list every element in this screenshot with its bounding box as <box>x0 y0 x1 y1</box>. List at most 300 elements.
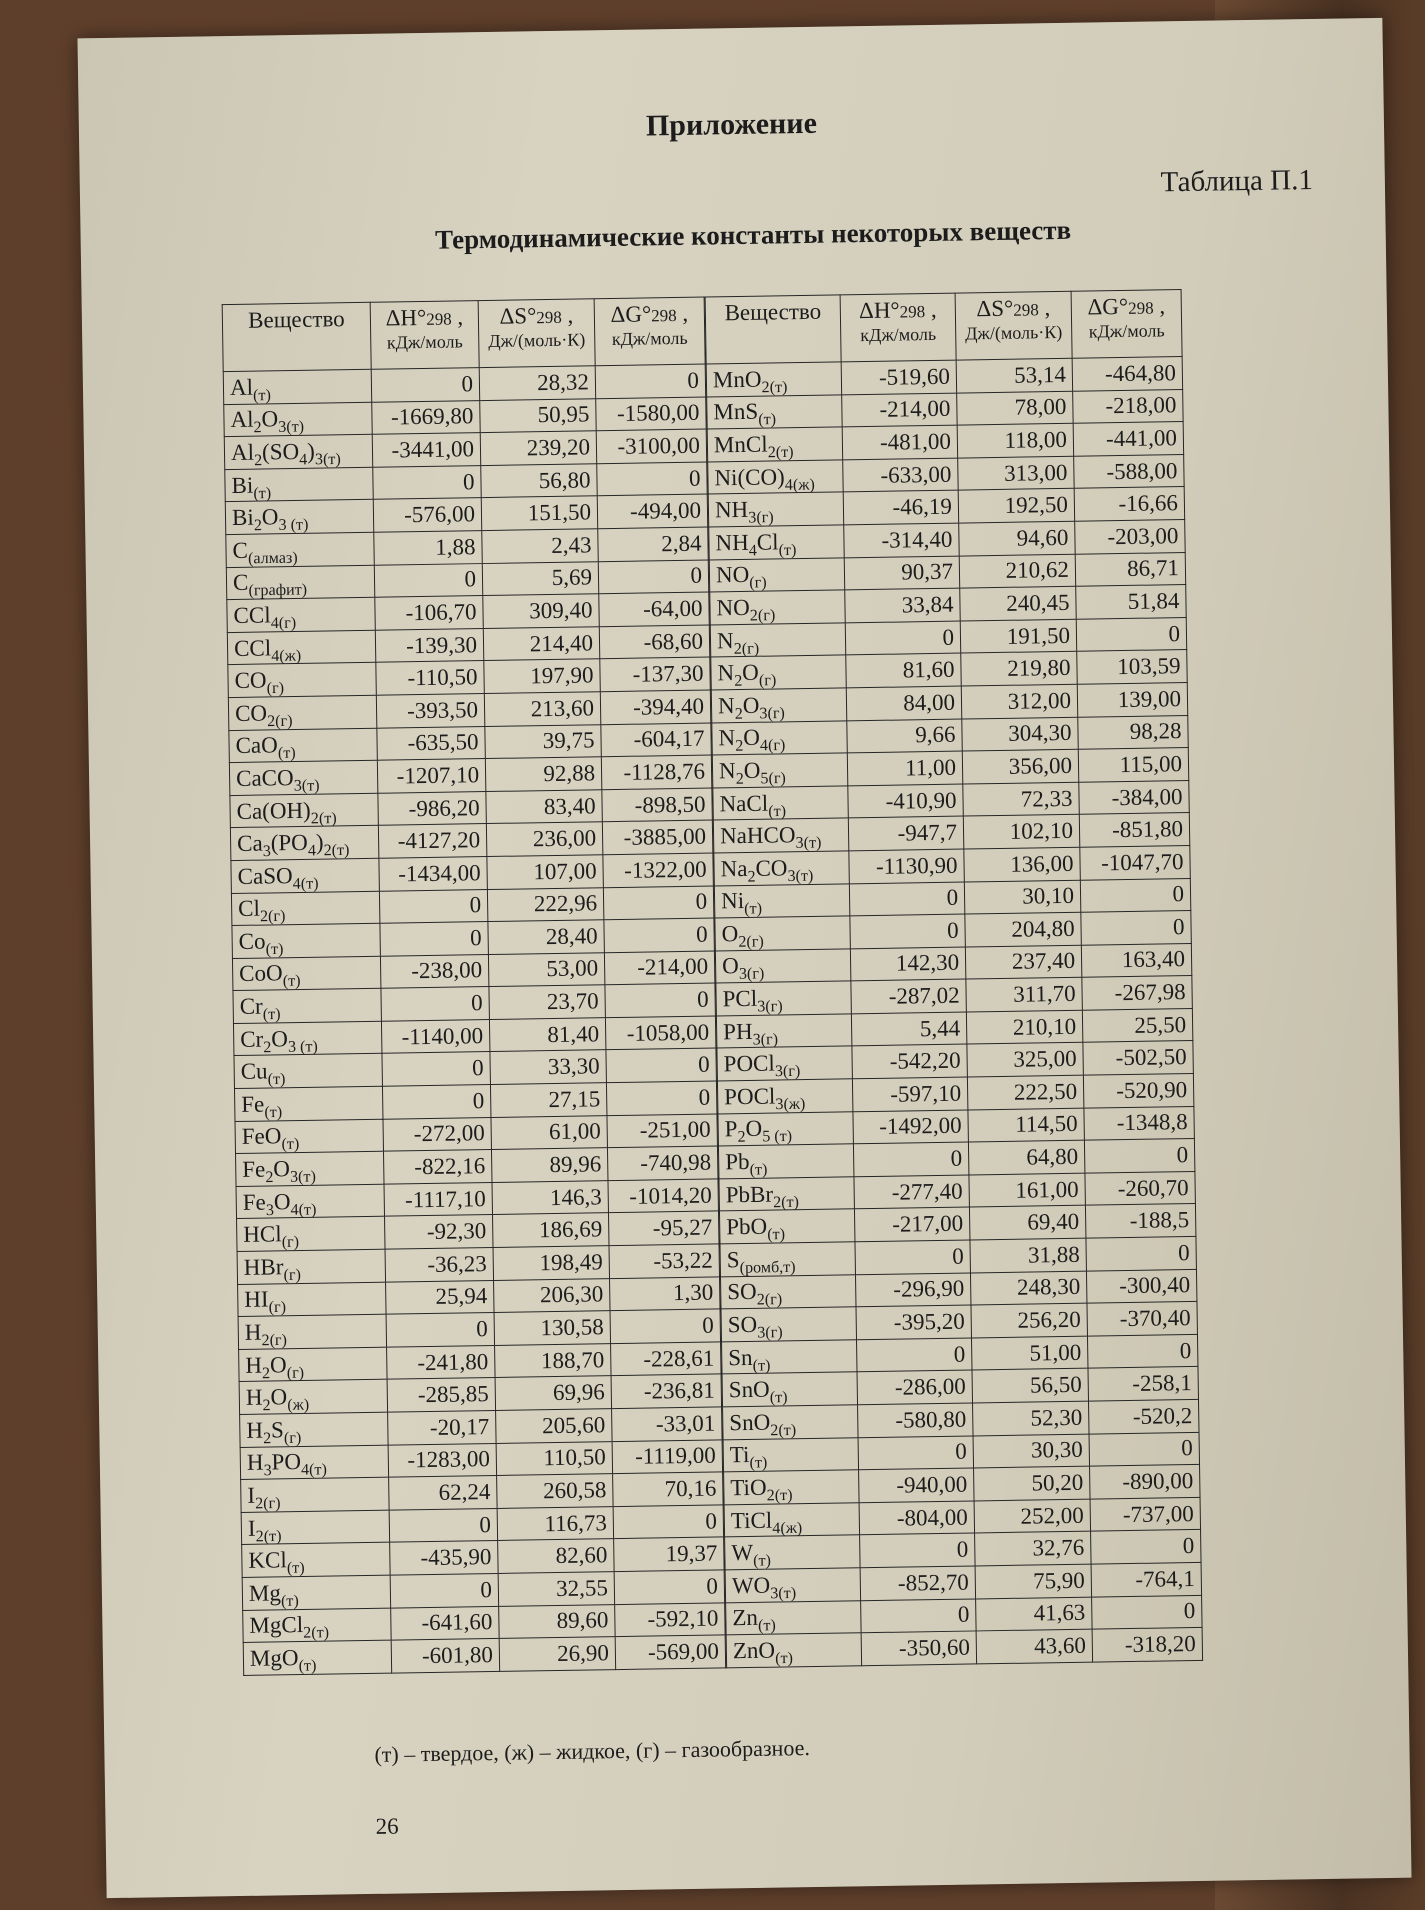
substance-cell: $Cu_{(т)}$ <box>234 1054 382 1089</box>
gibbs-cell: 70,16 <box>613 1472 723 1506</box>
entropy-cell: 205,60 <box>496 1409 612 1443</box>
enthalpy-cell: -395,20 <box>856 1305 971 1339</box>
substance-cell: POCl$_{3(ж)}$ <box>717 1079 852 1114</box>
enthalpy-cell: -314,40 <box>844 523 959 557</box>
entropy-cell: 260,58 <box>497 1474 613 1508</box>
gibbs-cell: 51,84 <box>1076 585 1186 619</box>
entropy-cell: 309,40 <box>483 594 599 628</box>
substance-cell: $Cr_2O_{3 (т)}$ <box>233 1021 381 1056</box>
substance-cell: MgCl$_{2(т)}$ <box>243 1608 391 1643</box>
gibbs-cell: -267,98 <box>1082 976 1192 1010</box>
entropy-cell: 237,40 <box>965 945 1081 979</box>
gibbs-cell: -502,50 <box>1083 1041 1193 1075</box>
enthalpy-cell: -947,7 <box>848 816 963 850</box>
gibbs-cell: -851,80 <box>1079 813 1189 847</box>
gibbs-cell: 0 <box>1081 911 1191 945</box>
entropy-cell: 61,00 <box>491 1115 607 1149</box>
substance-cell: $C_{(графит)}$ <box>226 565 374 600</box>
substance-cell: $Fe_{(т)}$ <box>234 1086 382 1121</box>
enthalpy-cell: -481,00 <box>842 425 957 459</box>
substance-cell: $Fe_3O_{4(т)}$ <box>236 1184 384 1219</box>
entropy-cell: 64,80 <box>968 1140 1084 1174</box>
substance-cell: $N_2O_{4(г)}$ <box>712 720 847 755</box>
enthalpy-cell: 0 <box>379 889 487 923</box>
entropy-cell: 107,00 <box>487 855 603 889</box>
entropy-cell: 304,30 <box>962 717 1078 751</box>
enthalpy-cell: -287,02 <box>851 979 966 1013</box>
enthalpy-cell: -804,00 <box>859 1501 974 1535</box>
gibbs-cell: 0 <box>1076 617 1186 651</box>
gibbs-cell: -592,10 <box>615 1602 725 1636</box>
enthalpy-cell: 0 <box>381 987 489 1021</box>
gibbs-cell: 0 <box>1080 878 1190 912</box>
enthalpy-cell: -393,50 <box>376 693 484 727</box>
gibbs-cell: -236,81 <box>611 1374 721 1408</box>
gibbs-cell: -1047,70 <box>1080 845 1190 879</box>
substance-cell: MnCl$_{2(т)}$ <box>707 427 842 462</box>
entropy-cell: 78,00 <box>957 391 1073 425</box>
entropy-cell: 311,70 <box>966 977 1082 1011</box>
enthalpy-cell: 0 <box>853 1142 968 1176</box>
gibbs-cell: -214,00 <box>604 951 714 985</box>
substance-cell: CaO$_{(т)}$ <box>229 728 377 763</box>
enthalpy-cell: -1492,00 <box>853 1110 968 1144</box>
header-enthalpy: ΔH°298 , кДж/моль <box>840 293 956 362</box>
enthalpy-cell: -635,50 <box>377 726 485 760</box>
enthalpy-cell: -286,00 <box>857 1370 972 1404</box>
gibbs-cell: 0 <box>1089 1432 1199 1466</box>
enthalpy-cell: -296,90 <box>855 1273 970 1307</box>
gibbs-cell: -1322,00 <box>603 853 713 887</box>
enthalpy-cell: -20,17 <box>388 1410 496 1444</box>
gibbs-cell: -218,00 <box>1073 389 1183 423</box>
enthalpy-cell: 0 <box>850 914 965 948</box>
enthalpy-cell: -986,20 <box>378 791 486 825</box>
substance-cell: CCl$_{4(ж)}$ <box>227 630 375 665</box>
enthalpy-cell: 33,84 <box>845 588 960 622</box>
entropy-cell: 325,00 <box>967 1043 1083 1077</box>
gibbs-cell: -3100,00 <box>596 429 706 463</box>
substance-cell: $W_{(т)}$ <box>725 1535 860 1570</box>
substance-cell: $Pb_{(т)}$ <box>718 1144 853 1179</box>
entropy-cell: 28,40 <box>488 920 604 954</box>
entropy-cell: 41,63 <box>976 1597 1092 1631</box>
gibbs-cell: -16,66 <box>1074 487 1184 521</box>
substance-cell: FeO$_{(т)}$ <box>235 1119 383 1154</box>
entropy-cell: 30,10 <box>964 880 1080 914</box>
gibbs-cell: 0 <box>1086 1236 1196 1270</box>
entropy-cell: 213,60 <box>484 692 600 726</box>
substance-cell: PbO$_{(т)}$ <box>719 1209 854 1244</box>
entropy-cell: 23,70 <box>489 985 605 1019</box>
enthalpy-cell: -435,90 <box>390 1541 498 1575</box>
enthalpy-cell: -36,23 <box>385 1248 493 1282</box>
entropy-cell: 236,00 <box>486 822 602 856</box>
gibbs-cell: -569,00 <box>615 1635 725 1669</box>
enthalpy-cell: -285,85 <box>387 1378 495 1412</box>
enthalpy-cell: -1207,10 <box>377 759 485 793</box>
substance-cell: $NO_{(г)}$ <box>709 557 844 592</box>
entropy-cell: 130,58 <box>494 1311 610 1345</box>
substance-cell: POCl$_{3(г)}$ <box>717 1046 852 1081</box>
entropy-cell: 146,3 <box>492 1181 608 1215</box>
entropy-cell: 27,15 <box>490 1083 606 1117</box>
entropy-cell: 33,30 <box>490 1050 606 1084</box>
header-entropy: ΔS°298 , Дж/(моль·К) <box>478 299 595 368</box>
substance-cell: $Fe_2O_{3(т)}$ <box>236 1151 384 1186</box>
enthalpy-cell: 0 <box>849 882 964 916</box>
enthalpy-cell: -350,60 <box>861 1631 976 1665</box>
enthalpy-cell: -277,40 <box>854 1175 969 1209</box>
entropy-cell: 151,50 <box>481 496 597 530</box>
substance-cell: $SO_{3(г)}$ <box>721 1307 856 1342</box>
substance-cell: $H_2S_{(г)}$ <box>240 1412 388 1447</box>
gibbs-cell: -188,5 <box>1085 1204 1195 1238</box>
enthalpy-cell: -1434,00 <box>379 856 487 890</box>
gibbs-cell: -1580,00 <box>596 397 706 431</box>
gibbs-cell: -228,61 <box>611 1342 721 1376</box>
enthalpy-cell: -110,50 <box>376 661 484 695</box>
header-substance: Вещество <box>705 295 841 364</box>
substance-cell: $Ca(OH)_{2(т)}$ <box>230 793 378 828</box>
substance-cell: $Mg_{(т)}$ <box>242 1575 390 1610</box>
table-number: Таблица П.1 <box>1160 163 1314 199</box>
entropy-cell: 30,30 <box>973 1434 1089 1468</box>
entropy-cell: 69,40 <box>969 1206 1085 1240</box>
entropy-cell: 50,20 <box>974 1466 1090 1500</box>
gibbs-cell: -370,40 <box>1087 1302 1197 1336</box>
enthalpy-cell: -597,10 <box>852 1077 967 1111</box>
gibbs-cell: -764,1 <box>1091 1562 1201 1596</box>
table-title: Термодинамические константы некоторых веществ <box>434 214 1072 255</box>
gibbs-cell: 1,30 <box>610 1277 720 1311</box>
enthalpy-cell: -641,60 <box>391 1606 499 1640</box>
entropy-cell: 114,50 <box>968 1108 1084 1142</box>
substance-cell: $H_2O_{(г)}$ <box>239 1347 387 1382</box>
enthalpy-cell: 0 <box>374 563 482 597</box>
gibbs-cell: -3885,00 <box>602 820 712 854</box>
enthalpy-cell: -139,30 <box>375 628 483 662</box>
substance-cell: SnO$_{(т)}$ <box>722 1372 857 1407</box>
entropy-cell: 53,00 <box>488 952 604 986</box>
gibbs-cell: 86,71 <box>1075 552 1185 586</box>
substance-cell: MnS$_{(т)}$ <box>707 394 842 429</box>
gibbs-cell: -1128,76 <box>601 755 711 789</box>
enthalpy-cell: 0 <box>857 1338 972 1372</box>
substance-cell: $CO_{2(г)}$ <box>228 695 376 730</box>
enthalpy-cell: -3441,00 <box>372 433 480 467</box>
substance-cell: $NO_{2(г)}$ <box>710 590 845 625</box>
substance-cell: $Ca_3(PO_4)_{2(т)}$ <box>230 826 378 861</box>
gibbs-cell: -1058,00 <box>605 1016 715 1050</box>
substance-cell: $I_{2(т)}$ <box>241 1510 389 1545</box>
substance-cell: CoO$_{(т)}$ <box>232 956 380 991</box>
entropy-cell: 28,32 <box>479 366 595 400</box>
footnote: (т) – твердое, (ж) – жидкое, (г) – газообразное. <box>374 1735 811 1767</box>
entropy-cell: 83,40 <box>486 789 602 823</box>
substance-cell: $Zn_{(т)}$ <box>726 1600 861 1635</box>
header-entropy: ΔS°298 , Дж/(моль·К) <box>955 291 1072 360</box>
gibbs-cell: 0 <box>1091 1530 1201 1564</box>
enthalpy-cell: -106,70 <box>375 596 483 630</box>
enthalpy-cell: -272,00 <box>383 1117 491 1151</box>
gibbs-cell: 0 <box>610 1309 720 1343</box>
gibbs-cell: -53,22 <box>609 1244 719 1278</box>
entropy-cell: 89,60 <box>499 1604 615 1638</box>
entropy-cell: 222,50 <box>967 1075 1083 1109</box>
substance-cell: $N_{2(г)}$ <box>710 623 845 658</box>
gibbs-cell: 103,59 <box>1077 650 1187 684</box>
entropy-cell: 214,40 <box>483 626 599 660</box>
gibbs-cell: -137,30 <box>600 657 710 691</box>
enthalpy-cell: -410,90 <box>848 784 963 818</box>
entropy-cell: 43,60 <box>976 1629 1092 1663</box>
substance-cell: $WO_{3(т)}$ <box>725 1568 860 1603</box>
gibbs-cell: 0 <box>606 1048 716 1082</box>
substance-cell: $CO_{(г)}$ <box>228 663 376 698</box>
gibbs-cell: 163,40 <box>1081 943 1191 977</box>
substance-cell: $Cl_{2(г)}$ <box>231 891 379 926</box>
entropy-cell: 56,80 <box>481 464 597 498</box>
enthalpy-cell: -576,00 <box>373 498 481 532</box>
entropy-cell: 31,88 <box>970 1238 1086 1272</box>
enthalpy-cell: -238,00 <box>380 954 488 988</box>
substance-cell: $H_2O_{(ж)}$ <box>239 1380 387 1415</box>
gibbs-cell: -1119,00 <box>612 1440 722 1474</box>
entropy-cell: 239,20 <box>480 431 596 465</box>
entropy-cell: 52,30 <box>973 1401 1089 1435</box>
substance-cell: HCl$_{(г)}$ <box>237 1217 385 1252</box>
substance-cell: $P_2O_{5 (т)}$ <box>718 1111 853 1146</box>
substance-cell: $NH_{3(г)}$ <box>708 492 843 527</box>
entropy-cell: 186,69 <box>493 1213 609 1247</box>
gibbs-cell: 0 <box>606 1081 716 1115</box>
substance-cell: TiO$_{2(т)}$ <box>724 1470 859 1505</box>
gibbs-cell: -318,20 <box>1092 1628 1202 1662</box>
substance-cell: CaCO$_{3(т)}$ <box>229 760 377 795</box>
header-gibbs: ΔG°298 , кДж/моль <box>594 297 705 366</box>
entropy-cell: 240,45 <box>960 586 1076 620</box>
substance-cell: $Al_2(SO_4)_{3(т)}$ <box>224 434 372 469</box>
table-header-row <box>222 297 705 372</box>
gibbs-cell: -64,00 <box>599 592 709 626</box>
substance-cell: $Ni_{(т)}$ <box>714 883 849 918</box>
substance-cell: $H_3PO_{4(т)}$ <box>240 1445 388 1480</box>
header-enthalpy: ΔH°298 , кДж/моль <box>370 301 479 370</box>
entropy-cell: 81,40 <box>489 1018 605 1052</box>
document-page <box>77 18 1411 1898</box>
substance-cell: CaSO$_{4(т)}$ <box>231 858 379 893</box>
entropy-cell: 210,62 <box>959 554 1075 588</box>
gibbs-cell: -33,01 <box>612 1407 722 1441</box>
gibbs-cell: -1348,8 <box>1084 1106 1194 1140</box>
substance-cell: MnO$_{2(т)}$ <box>706 362 841 397</box>
enthalpy-cell: -940,00 <box>859 1468 974 1502</box>
table-body-right <box>706 357 1202 1668</box>
substance-cell: $S_{(ромб,т)}$ <box>720 1242 855 1277</box>
enthalpy-cell: 9,66 <box>847 719 962 753</box>
gibbs-cell: -494,00 <box>597 494 707 528</box>
entropy-cell: 39,75 <box>485 724 601 758</box>
gibbs-cell: -520,2 <box>1089 1399 1199 1433</box>
gibbs-cell: -95,27 <box>608 1211 718 1245</box>
entropy-cell: 72,33 <box>963 782 1079 816</box>
enthalpy-cell: -580,80 <box>858 1403 973 1437</box>
enthalpy-cell: -542,20 <box>852 1044 967 1078</box>
enthalpy-cell: -1283,00 <box>388 1443 496 1477</box>
gibbs-cell: -260,70 <box>1085 1171 1195 1205</box>
gibbs-cell: -441,00 <box>1073 422 1183 456</box>
enthalpy-cell: 0 <box>860 1533 975 1567</box>
gibbs-cell: -203,00 <box>1075 520 1185 554</box>
substance-cell: $Na_2CO_{3(т)}$ <box>714 851 849 886</box>
gibbs-cell: 0 <box>598 560 708 594</box>
entropy-cell: 82,60 <box>498 1539 614 1573</box>
entropy-cell: 53,14 <box>956 358 1072 392</box>
substance-cell: $Cr_{(т)}$ <box>233 988 381 1023</box>
entropy-cell: 210,10 <box>966 1010 1082 1044</box>
gibbs-cell: 139,00 <box>1077 682 1187 716</box>
entropy-cell: 256,20 <box>971 1303 1087 1337</box>
entropy-cell: 32,76 <box>975 1532 1091 1566</box>
gibbs-cell: 115,00 <box>1078 748 1188 782</box>
enthalpy-cell: 0 <box>389 1508 497 1542</box>
gibbs-cell: 2,84 <box>598 527 708 561</box>
enthalpy-cell: 0 <box>373 465 481 499</box>
table-row <box>726 1628 1202 1668</box>
gibbs-cell: 0 <box>1087 1334 1197 1368</box>
substance-cell: $Co_{(т)}$ <box>232 923 380 958</box>
substance-cell: $N_2O_{5(г)}$ <box>712 753 847 788</box>
enthalpy-cell: -92,30 <box>385 1215 493 1249</box>
entropy-cell: 222,96 <box>487 887 603 921</box>
gibbs-cell: -384,00 <box>1079 780 1189 814</box>
enthalpy-cell: 84,00 <box>846 686 961 720</box>
page-heading: Приложение <box>645 106 818 143</box>
substance-cell: ZnO$_{(т)}$ <box>726 1633 861 1668</box>
entropy-cell: 69,96 <box>495 1376 611 1410</box>
entropy-cell: 32,55 <box>498 1572 614 1606</box>
substance-cell: $Al_{(т)}$ <box>223 369 371 404</box>
enthalpy-cell: -1140,00 <box>381 1019 489 1053</box>
enthalpy-cell: 0 <box>371 368 479 402</box>
table-body-left <box>223 364 725 1675</box>
entropy-cell: 2,43 <box>482 529 598 563</box>
substance-cell: $NH_4Cl_{(т)}$ <box>709 525 844 560</box>
substance-cell: $PH_{3(г)}$ <box>716 1014 851 1049</box>
enthalpy-cell: 0 <box>390 1573 498 1607</box>
entropy-cell: 5,69 <box>482 561 598 595</box>
enthalpy-cell: 25,94 <box>386 1280 494 1314</box>
gibbs-cell: 0 <box>604 918 714 952</box>
entropy-cell: 161,00 <box>969 1173 1085 1207</box>
substance-cell: NaHCO$_{3(т)}$ <box>713 818 848 853</box>
entropy-cell: 89,96 <box>491 1148 607 1182</box>
gibbs-cell: 0 <box>614 1570 724 1604</box>
enthalpy-cell: -241,80 <box>387 1345 495 1379</box>
enthalpy-cell: -852,70 <box>860 1566 975 1600</box>
entropy-cell: 192,50 <box>958 489 1074 523</box>
entropy-cell: 110,50 <box>496 1441 612 1475</box>
substance-cell: NaCl$_{(т)}$ <box>713 786 848 821</box>
enthalpy-cell: 0 <box>386 1313 494 1347</box>
substance-cell: SnO$_{2(т)}$ <box>723 1405 858 1440</box>
gibbs-cell: -588,00 <box>1074 454 1184 488</box>
gibbs-cell: -898,50 <box>602 788 712 822</box>
header-gibbs: ΔG°298 , кДж/моль <box>1071 290 1182 359</box>
enthalpy-cell: -4127,20 <box>378 824 486 858</box>
substance-cell: KCl$_{(т)}$ <box>242 1543 390 1578</box>
substance-cell: $Bi_{(т)}$ <box>225 467 373 502</box>
page-number: 26 <box>375 1813 399 1839</box>
enthalpy-cell: -217,00 <box>854 1207 969 1241</box>
constants-table-left <box>222 297 726 1676</box>
substance-cell: $O_{2(г)}$ <box>715 916 850 951</box>
entropy-cell: 198,49 <box>493 1246 609 1280</box>
entropy-cell: 26,90 <box>499 1637 615 1671</box>
entropy-cell: 204,80 <box>965 912 1081 946</box>
gibbs-cell: -740,98 <box>607 1146 717 1180</box>
entropy-cell: 92,88 <box>485 757 601 791</box>
enthalpy-cell: -46,19 <box>843 490 958 524</box>
enthalpy-cell: -214,00 <box>842 393 957 427</box>
enthalpy-cell: -1669,80 <box>372 400 480 434</box>
table-header-row <box>705 290 1182 364</box>
entropy-cell: 51,00 <box>971 1336 1087 1370</box>
gibbs-cell: -520,90 <box>1083 1074 1193 1108</box>
substance-cell: $H_{2(г)}$ <box>238 1314 386 1349</box>
substance-cell: $Ti_{(т)}$ <box>723 1437 858 1472</box>
gibbs-cell: -258,1 <box>1088 1367 1198 1401</box>
enthalpy-cell: 0 <box>382 1052 490 1086</box>
gibbs-cell: -300,40 <box>1086 1269 1196 1303</box>
entropy-cell: 94,60 <box>959 521 1075 555</box>
enthalpy-cell: -822,16 <box>383 1150 491 1184</box>
entropy-cell: 118,00 <box>957 423 1073 457</box>
entropy-cell: 116,73 <box>497 1506 613 1540</box>
entropy-cell: 188,70 <box>495 1343 611 1377</box>
substance-cell: MgO$_{(т)}$ <box>243 1640 391 1675</box>
gibbs-cell: -1014,20 <box>608 1179 718 1213</box>
gibbs-cell: 0 <box>605 983 715 1017</box>
gibbs-cell: -251,00 <box>607 1114 717 1148</box>
gibbs-cell: -737,00 <box>1090 1497 1200 1531</box>
entropy-cell: 312,00 <box>961 684 1077 718</box>
substance-cell: PbBr$_{2(т)}$ <box>719 1177 854 1212</box>
substance-cell: $N_2O_{3(г)}$ <box>711 688 846 723</box>
entropy-cell: 219,80 <box>961 652 1077 686</box>
enthalpy-cell: 1,88 <box>374 531 482 565</box>
gibbs-cell: -890,00 <box>1090 1465 1200 1499</box>
substance-cell: $I_{2(г)}$ <box>241 1477 389 1512</box>
substance-cell: $Sn_{(т)}$ <box>722 1340 857 1375</box>
substance-cell: $HI_{(г)}$ <box>238 1282 386 1317</box>
enthalpy-cell: 142,30 <box>850 947 965 981</box>
enthalpy-cell: 0 <box>861 1599 976 1633</box>
gibbs-cell: 25,50 <box>1082 1008 1192 1042</box>
substance-cell: $Al_2O_{3(т)}$ <box>224 402 372 437</box>
gibbs-cell: 98,28 <box>1078 715 1188 749</box>
entropy-cell: 136,00 <box>964 847 1080 881</box>
entropy-cell: 248,30 <box>970 1271 1086 1305</box>
enthalpy-cell: -1130,90 <box>849 849 964 883</box>
entropy-cell: 197,90 <box>484 659 600 693</box>
entropy-cell: 50,95 <box>480 398 596 432</box>
entropy-cell: 102,10 <box>963 815 1079 849</box>
substance-cell: CCl$_{4(г)}$ <box>227 597 375 632</box>
entropy-cell: 356,00 <box>962 749 1078 783</box>
enthalpy-cell: 90,37 <box>844 556 959 590</box>
